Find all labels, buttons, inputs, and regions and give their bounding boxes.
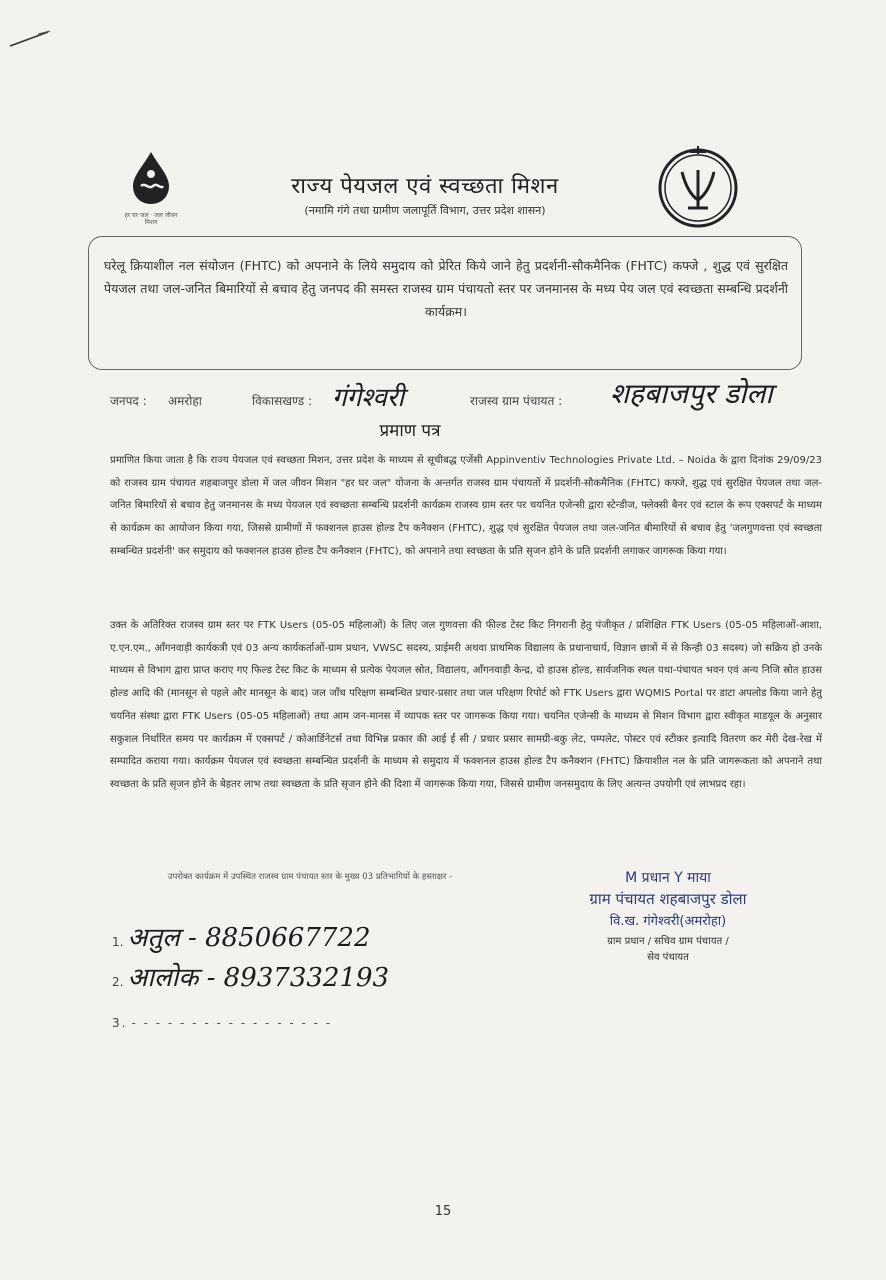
page-subtitle: (नमामि गंगे तथा ग्रामीण जलापूर्ति विभाग, उत्तर प्रदेश शासन) bbox=[304, 204, 546, 217]
participant-number: 2. bbox=[112, 975, 124, 989]
district-value: अमरोहा bbox=[168, 394, 202, 408]
block-value: गंगेश्वरी bbox=[332, 383, 405, 413]
page-number: 15 bbox=[434, 1204, 452, 1219]
block-label: विकासखण्ड : bbox=[252, 394, 313, 408]
location-row bbox=[110, 377, 830, 416]
pradhan-stamp bbox=[548, 868, 788, 963]
participant-number: 3. bbox=[112, 1016, 128, 1030]
stamp-role-2: सेव पंचायत bbox=[647, 952, 689, 963]
stamp-role: ग्राम प्रधान / सचिव ग्राम पंचायत / bbox=[607, 936, 729, 947]
participants-note: उपरोक्त कार्यक्रम में उपस्थित राजस्व ग्राम पंचायत स्तर के मुख्य 03 प्रतिभागियों के हस्ताक्षर - bbox=[167, 872, 453, 882]
participant-entry: आलोक - 8937332193 bbox=[127, 963, 390, 993]
up-government-emblem bbox=[652, 142, 744, 234]
panchayat-value: शहबाजपुर डोला bbox=[610, 377, 773, 410]
participant-entry: - - - - - - - - - - - - - - - - - bbox=[131, 1016, 333, 1030]
participant-signature-1 bbox=[112, 918, 371, 954]
participant-signature-2 bbox=[112, 958, 389, 994]
page-title: राज्य पेयजल एवं स्वच्छता मिशन bbox=[291, 174, 559, 199]
pen-mark bbox=[8, 28, 52, 50]
panchayat-label: राजस्व ग्राम पंचायत : bbox=[470, 394, 563, 408]
program-description: घरेलू क्रियाशील नल संयोजन (FHTC) को अपनाने के लिये समुदाय को प्रेरित किये जाने हेतु प्रदर्शनी-सौकमैनिक (FHTC) कफ्जे , शुद्ध एवं सुरक्षित पेयजल तथा जल-जनित बिमारियों से बचाव हेतु जनपद की समस्त राजस्व ग्राम पंचायतो स्तर पर जनमानस के मध्य पेय जल एवं स्वच्छता सम्बन्धि प्रदर्शनी कार्यक्रम। bbox=[104, 258, 788, 319]
participant-signature-3 bbox=[112, 1016, 332, 1030]
stamp-name: M प्रधान Y माया bbox=[625, 870, 711, 886]
district-label: जनपद : bbox=[110, 394, 147, 408]
water-drop-icon bbox=[129, 150, 173, 206]
participant-entry: अतुल - 8850667722 bbox=[127, 923, 371, 953]
certificate-heading: प्रमाण पत्र bbox=[379, 421, 441, 441]
participant-number: 1. bbox=[112, 935, 124, 949]
body-paragraph-2: उक्त के अतिरिक्त राजस्व ग्राम स्तर पर FTK Users (05-05 महिलाओं) के लिए जल गुणवत्ता की फील्ड टेस्ट किट निगरानी हेतु पंजीकृत / प्रशिक्षित FTK Users (05-05 महिलाओं-आशा, ए.एन.एम., आँगनवाड़ी कार्यकत्री एवं 03 अन्य कार्यकर्ताओं-ग्राम प्रधान, VWSC सदस्य, प्राईमरी अथवा प्राथमिक विद्यालय के प्रधानाचार्य, विज्ञान छात्रों में से किन्ही 03 सदस्य) जो सक्रिय हो उनके माध्यम से विभाग द्वारा प्राप्त कराए गए फिल्ड टेस्ट किट के माध्यम से प्रत्येक पेयजल स्रोत, विद्यालय, आँगनवाड़ी केन्द्र, दो हाउस होल्ड, सार्वजनिक स्थल यथा-पंचायत भवन एवं अन्य निजि स्रोत हाउस होल्ड आदि की (मानसून से पहले और मानसून के बाद) जल जाँच परिक्षण सम्बन्धित प्रचार-प्रसार तथा जल परिक्षण रिपोर्ट को FTK Users द्वारा WQMIS Portal पर डाटा अपलोड किया जाने हेतु चयनित संस्था द्वारा FTK Users (05-05 महिलाओं) तथा आम जन-मानस में व्यापक स्तर पर जागरूक किया गया। चयनित एजेन्सी के माध्यम से मिशन विभाग द्वारा स्वीकृत माडयूल के अनुसार सकुशल निर्धारित समय पर कार्यक्रम में एक्सपर्ट / कोआर्डिनेटर्स तथा विभिन्न प्रकार की आई ई सी / प्रचार प्रसार सामग्री-बकु लेट, पम्पलेट, पोस्टर एवं स्टीकर इत्यादि वितरण कर मेरी देख-रेख में सम्पादित कराया गया। कार्यक्रम पेयजल एवं स्वच्छता सम्बन्धित प्रदर्शनी के माध्यम से समुदाय में फक्शनल हाउस होल्ड टैप कनैक्शन (FHTC) क्रियाशील नल के प्रति जागरूकता को अपनाने तथा स्वच्छता के प्रति सृजन होने के बेहतर लाभ तथा स्वच्छता के प्रति सृजन होने की दिशा में जागरूक किया गया, जिससे ग्रामीण जनसमुदाय के लिए अत्यन्त उपयोगी एवं लाभप्रद रहा। bbox=[110, 620, 822, 790]
stamp-panchayat: ग्राम पंचायत शहबाजपुर डोला bbox=[589, 890, 747, 908]
stamp-block: वि.ख. गंगेश्वरी(अमरोहा) bbox=[609, 914, 727, 929]
logo-caption: हर घर जल · जल जीवन मिशन bbox=[124, 212, 178, 226]
jal-jeevan-mission-logo bbox=[120, 150, 182, 232]
body-paragraph-1: प्रमाणित किया जाता है कि राज्य पेयजल एवं स्वच्छता मिशन, उत्तर प्रदेश के माध्यम से सूचीबद्ध एजेंसी Appinventiv Technologies Private Ltd. – Noida के द्वारा दिनांक 29/09/23 को राजस्व ग्राम पंचायत शहबाजपुर डोला में जल जीवन मिशन "हर घर जल" योजना के अन्तर्गत राजस्व ग्राम पंचायतों में प्रदर्शनी-सौकमैनिक (FHTC) कफ्जे, शुद्ध एवं सुरक्षित पेयजल तथा जल-जनित बिमारियों से बचाव हेतु जनमानस के मध्य पेयजल एवं स्वच्छता सम्बन्धि प्रदर्शनी कार्यक्रम राजस्व ग्राम स्तर पर चयनित एजेन्सी द्वारा स्टेन्डीज, फ्लेक्सी बैनर एवं स्टाल के रूप एक्सपर्ट के माध्यम से कार्यक्रम का आयोजन किया गया, जिससे ग्रामीणों में फक्शनल हाउस होल्ड टैप कनैक्शन (FHTC), शुद्ध एवं सुरक्षित पेयजल तथा जल-जनित बीमारियों से बचाव हेतु 'जलगुणवत्ता एवं स्वच्छता सम्बन्धित प्रदर्शनी' कर समुदाय को फक्शनल हाउस होल्ड टैप कनैक्शन (FHTC), को अपनाने तथा स्वच्छता के प्रति सृजन होने के प्रति प्रदर्शनी लगाकर जागरूक किया गया। bbox=[110, 455, 822, 557]
